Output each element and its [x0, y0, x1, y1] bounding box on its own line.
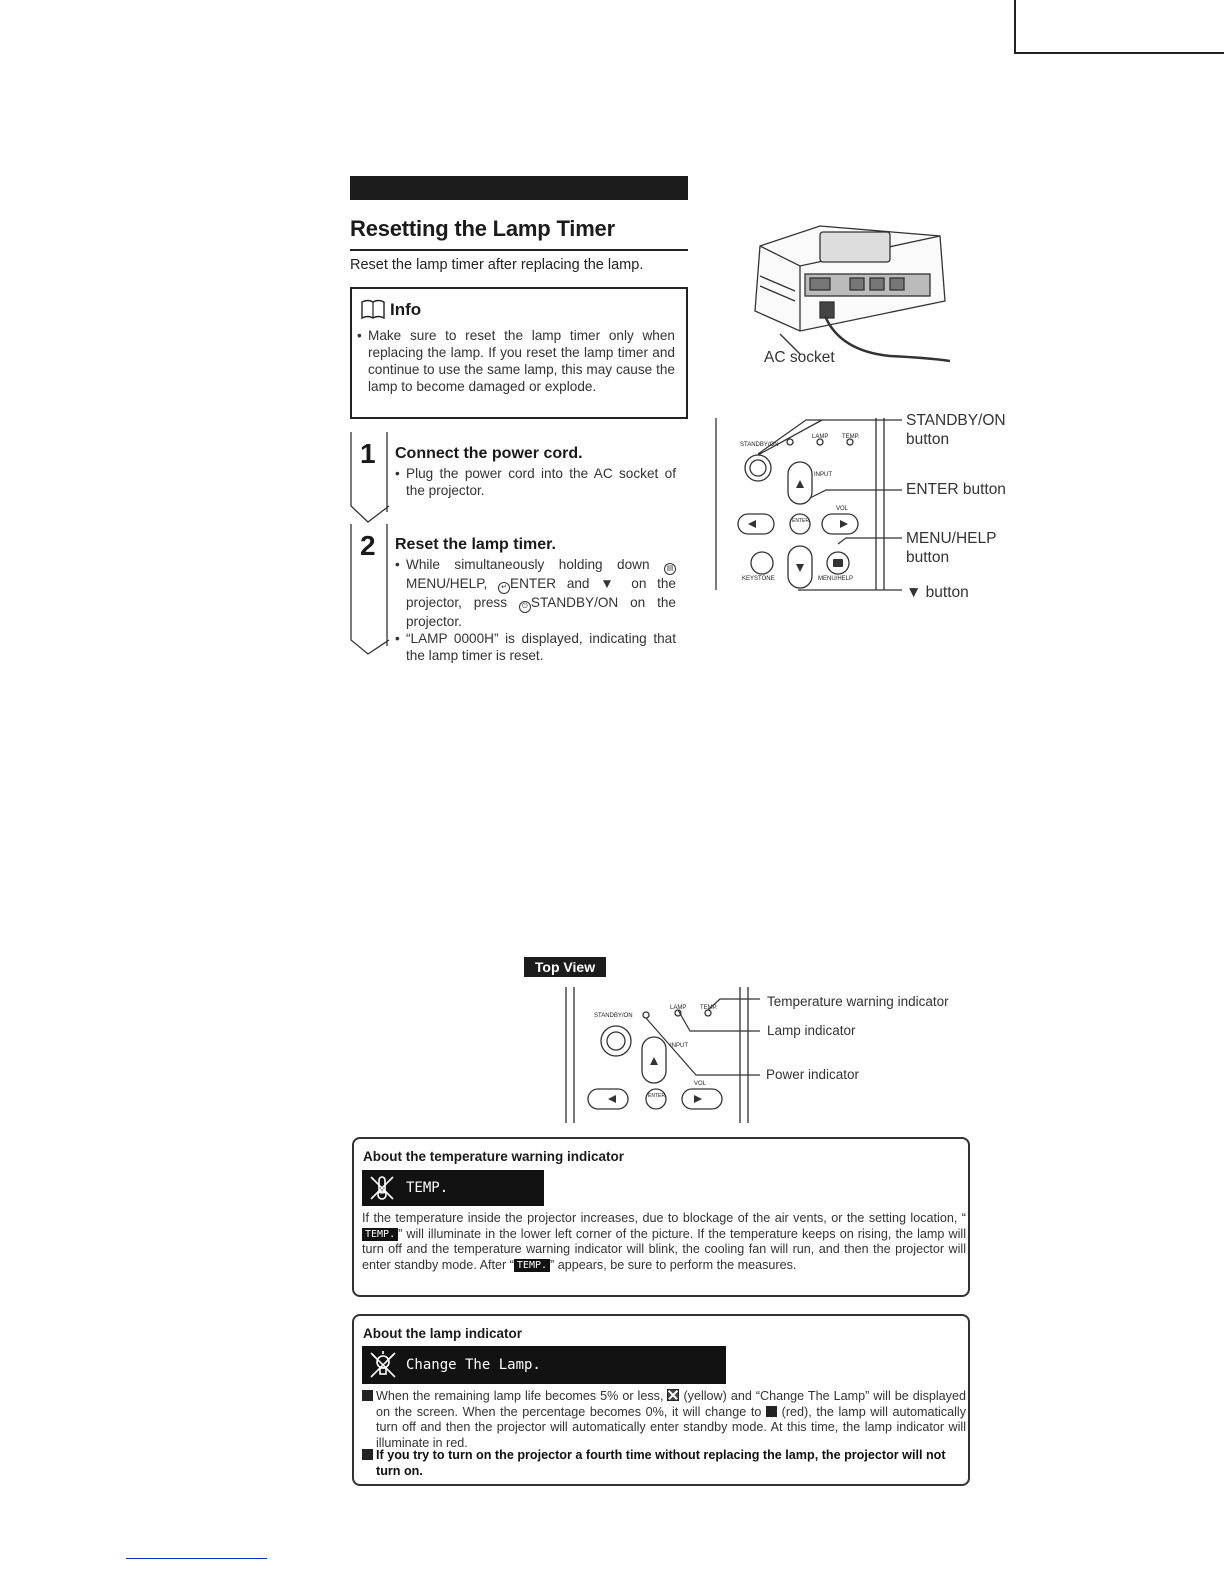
panel-standby-text: STANDBY/ON	[740, 442, 779, 448]
topview-enter-text: ENTER	[648, 1093, 665, 1099]
temp-osd-display	[362, 1170, 544, 1206]
info-bullet: Make sure to reset the lamp timer only when replacing the lamp. If you reset the lamp timer and continue to use the same lamp, this may cause the lamp to become damaged or explode.	[368, 328, 675, 394]
bullet-square	[362, 1390, 373, 1401]
temp-indicator-callout: Temperature warning indicator	[767, 994, 949, 1009]
lamp-red-icon	[766, 1406, 777, 1417]
about-temp-heading: About the temperature warning indicator	[363, 1149, 625, 1164]
topview-lamp-text: LAMP	[670, 1005, 687, 1011]
panel-keystone-text: KEYSTONE	[742, 576, 775, 582]
panel-menuhelp-text: MENU/HELP	[818, 576, 854, 582]
top-view-panel-illustration	[560, 985, 760, 1125]
info-text: • Make sure to reset the lamp timer only when replacing the lamp. If you reset the lamp timer and continue to use the same lamp, this may cause the lamp to become damaged or explode.	[357, 328, 675, 394]
topview-temp-text: TEMP.	[700, 1005, 718, 1011]
step-2-bullet-2: “LAMP 0000H” is displayed, indicating that the lamp timer is reset.	[406, 631, 676, 663]
topview-input-text: INPUT	[670, 1043, 688, 1049]
control-panel-callout-lines	[750, 414, 910, 600]
panel-temp-text: TEMP.	[842, 434, 860, 440]
about-lamp-bullet-1: When the remaining lamp life becomes 5% or less, (yellow) and “Change The Lamp” will be displayed on the screen. When the percentage becomes 0%, it will change to (red), the lamp will automatically turn off and then the projector will automatically enter standby mode. At this time, the lamp indicator will illuminate in red.	[362, 1389, 966, 1451]
step-1-title: Connect the power cord.	[395, 445, 583, 462]
panel-input-text: INPUT	[814, 472, 832, 478]
page-subtitle: Reset the lamp timer after replacing the lamp.	[350, 257, 644, 273]
book-icon	[360, 299, 386, 321]
info-box	[350, 287, 688, 419]
step-1-number: 1	[360, 438, 376, 469]
panel-enter-text: ENTER	[792, 518, 809, 524]
about-temp-box	[352, 1137, 970, 1297]
about-lamp-bullet-2: If you try to turn on the projector a fourth time without replacing the lamp, the projector will not turn on.	[362, 1448, 966, 1479]
step-1-bullet: Plug the power cord into the AC socket of the projector.	[406, 466, 676, 498]
panel-vol-text: VOL	[836, 506, 849, 512]
step-2-number: 2	[360, 530, 376, 561]
power-indicator-callout: Power indicator	[766, 1067, 860, 1082]
temp-chip-inline-2: TEMP.	[514, 1259, 550, 1272]
menu-help-button-callout: MENU/HELP button	[906, 530, 997, 566]
lamp-yellow-icon	[667, 1389, 679, 1401]
about-temp-text: If the temperature inside the projector increases, due to blockage of the air vents, or the setting location, “TEMP. ” will illuminate in the lower left corner of the picture. If the temperature keeps on rising, the lamp will turn off and the temperature warning indicator will blink, the cooling fan will run, and then the projector will enter standby mode. After “ TEMP. ” appears, be sure to perform the measures.	[362, 1211, 966, 1272]
section-header-bar	[350, 176, 688, 200]
step-2-title: Reset the lamp timer.	[395, 536, 556, 553]
info-heading	[360, 299, 421, 321]
lamp-osd-text: Change The Lamp.	[406, 1357, 541, 1373]
temp-warning-icon	[368, 1174, 396, 1202]
topview-standby-text: STANDBY/ON	[594, 1013, 633, 1019]
step-2-body: • While simultaneously holding down ▤MENU/HELP, ↵ ENTER and ▼ on the projector, press ⏻ STANDBY/ON on the projector. • “LAMP 0000H” is displayed, indicating that the lamp timer is reset.	[395, 557, 676, 663]
bullet-square	[362, 1449, 373, 1460]
page-title: Resetting the Lamp Timer	[350, 216, 615, 241]
ac-socket-label: AC socket	[764, 349, 835, 366]
temp-chip-inline: TEMP.	[362, 1228, 398, 1241]
title-divider	[350, 249, 688, 251]
change-lamp-icon	[368, 1350, 398, 1380]
info-heading-text: Info	[390, 300, 422, 319]
about-lamp-box	[352, 1314, 970, 1486]
enter-button-callout: ENTER button	[906, 481, 1006, 498]
menu-help-icon: ▤	[664, 563, 676, 575]
standby-button-callout: STANDBY/ON button	[906, 412, 1006, 448]
enter-icon: ↵	[498, 582, 510, 594]
step-2-bullet-1: While simultaneously holding down ▤MENU/HELP, ↵ ENTER and ▼ on the projector, press ⏻ STANDBY/ON on the projector.	[406, 557, 676, 629]
topview-vol-text: VOL	[694, 1081, 707, 1087]
lamp-indicator-callout: Lamp indicator	[767, 1023, 856, 1038]
about-lamp-heading: About the lamp indicator	[363, 1326, 523, 1341]
down-button-callout: ▼ button	[906, 584, 969, 601]
footer-rule	[126, 1558, 267, 1559]
power-icon: ⏻	[519, 601, 531, 613]
top-view-tag: Top View	[524, 957, 606, 977]
step-1-body: • Plug the power cord into the AC socket of the projector.	[395, 466, 676, 498]
panel-lamp-text: LAMP	[812, 434, 829, 440]
temp-osd-text: TEMP.	[406, 1180, 449, 1196]
page-corner-box	[1014, 0, 1224, 54]
lamp-osd-display	[362, 1346, 726, 1384]
